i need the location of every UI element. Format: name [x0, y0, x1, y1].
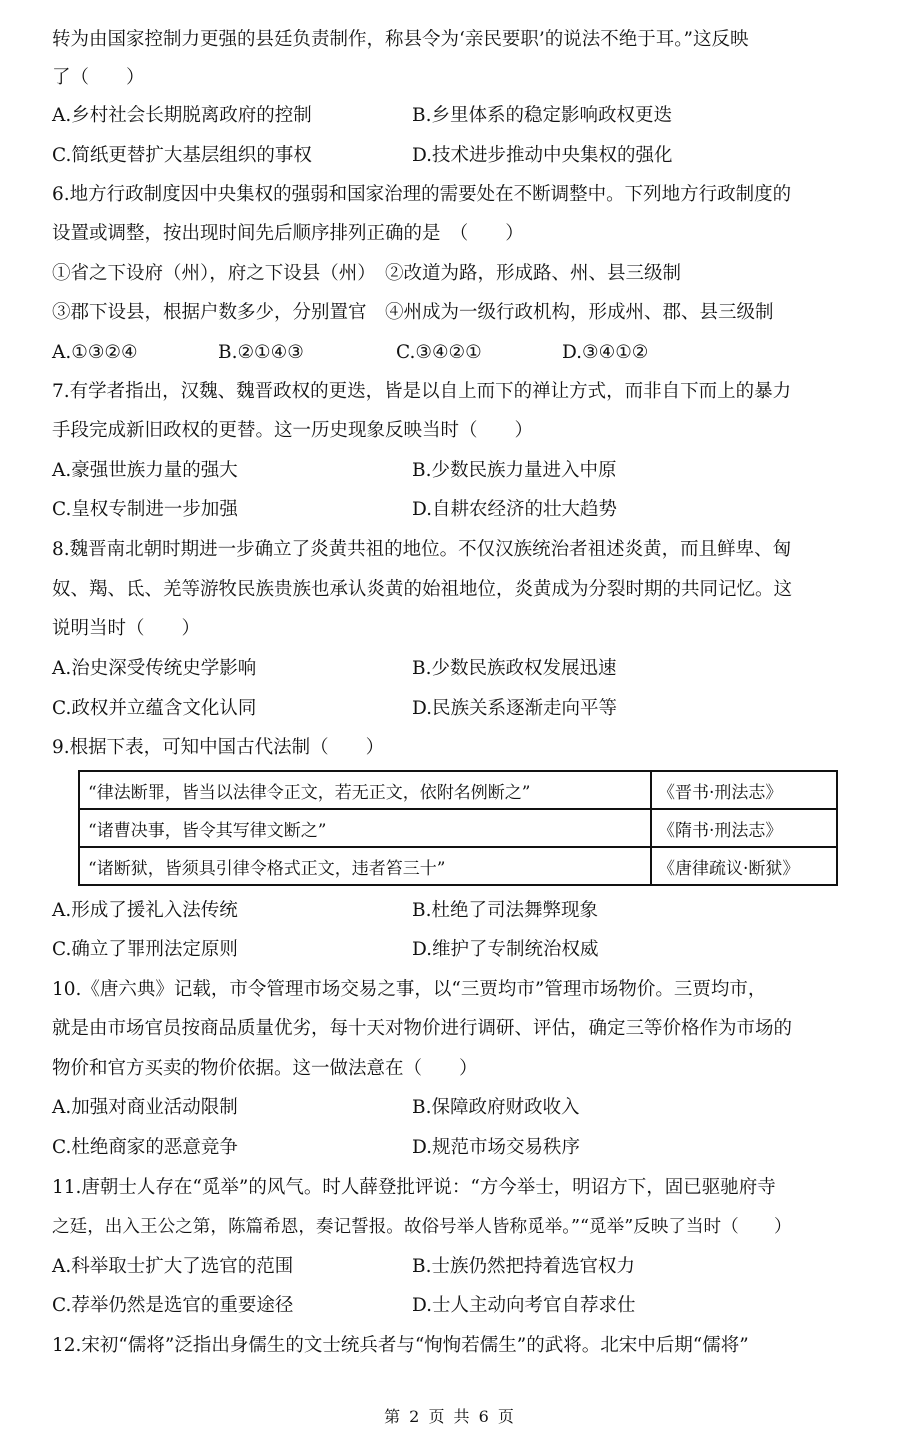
- q6-items-line-1: ①省之下设府（州），府之下设县（州） ②改道为路，形成路、州、县三级制: [52, 263, 682, 284]
- q9-option-d: D.维护了专制统治权威: [412, 939, 599, 960]
- q10-stem-line-1: 10.《唐六典》记载，市令管理市场交易之事，以“三贾均市”管理市场物价。三贾均市，: [52, 979, 767, 1000]
- q10-option-c: C.杜绝商家的恶意竞争: [52, 1137, 238, 1158]
- q8-stem-line-2: 奴、羯、氐、羌等游牧民族贵族也承认炎黄的始祖地位，炎黄成为分裂时期的共同记忆。这: [52, 579, 793, 600]
- q6-option-d: D.③④①②: [562, 342, 649, 363]
- page-footer: 第 2 页 共 6 页: [384, 1407, 516, 1426]
- q11-option-d: D.士人主动向考官自荐求仕: [412, 1295, 636, 1316]
- q8-stem-line-3: 说明当时（ ）: [52, 618, 201, 639]
- q8-option-d: D.民族关系逐渐走向平等: [412, 698, 618, 719]
- q9-option-b: B.杜绝了司法舞弊现象: [412, 900, 598, 921]
- q10-option-b: B.保障政府财政收入: [412, 1097, 580, 1118]
- q11-option-a: A.科举取士扩大了选官的范围: [52, 1256, 294, 1277]
- q8-option-c: C.政权并立蕴含文化认同: [52, 698, 257, 719]
- table-source-cell: 《唐律疏议·断狱》: [651, 847, 837, 885]
- q7-option-b: B.少数民族力量进入中原: [412, 460, 617, 481]
- table-quote-cell: “诸曹决事，皆令其写律文断之”: [79, 809, 651, 847]
- q6-stem-line-1: 6.地方行政制度因中央集权的强弱和国家治理的需要处在不断调整中。下列地方行政制度的: [52, 184, 792, 205]
- intro-line-2: 了（ ）: [52, 67, 145, 88]
- q10-option-d: D.规范市场交易秩序: [412, 1137, 581, 1158]
- intro-line-1: 转为由国家控制力更强的县廷负责制作，称县令为‘亲民要职’的说法不绝于耳。”这反映: [52, 29, 749, 50]
- q7-option-d: D.自耕农经济的壮大趋势: [412, 499, 618, 520]
- q9-option-a: A.形成了援礼入法传统: [52, 900, 238, 921]
- q10-option-a: A.加强对商业活动限制: [52, 1097, 238, 1118]
- q6-option-b: B.②①④③: [218, 342, 304, 363]
- q11-option-b: B.士族仍然把持着选官权力: [412, 1256, 635, 1277]
- q7-stem-line-1: 7.有学者指出，汉魏、魏晋政权的更迭，皆是以自上而下的禅让方式，而非自下而上的暴力: [52, 381, 792, 402]
- table-source-cell: 《晋书·刑法志》: [651, 771, 837, 809]
- q11-option-c: C.荐举仍然是选官的重要途径: [52, 1295, 294, 1316]
- q11-stem-line-1: 11.唐朝士人存在“觅举”的风气。时人薛登批评说：“方今举士，明诏方下，固已驱驰府寺: [52, 1177, 776, 1198]
- table-row: [79, 847, 837, 885]
- q8-option-a: A.治史深受传统史学影响: [52, 658, 257, 679]
- table-row: [79, 809, 837, 847]
- q8-stem-line-1: 8.魏晋南北朝时期进一步确立了炎黄共祖的地位。不仅汉族统治者祖述炎黄，而且鲜卑、匈: [52, 539, 792, 560]
- q7-option-c: C.皇权专制进一步加强: [52, 499, 238, 520]
- table-row: [79, 771, 837, 809]
- q7-stem-line-2: 手段完成新旧政权的更替。这一历史现象反映当时（ ）: [52, 420, 534, 441]
- table-source-cell: 《隋书·刑法志》: [651, 809, 837, 847]
- q6-option-a: A.①③②④: [52, 342, 138, 363]
- table-quote-cell: “律法断罪，皆当以法律令正文，若无正文，依附名例断之”: [79, 771, 651, 809]
- q5-option-b: B.乡里体系的稳定影响政权更迭: [412, 105, 672, 126]
- q5-option-d: D.技术进步推动中央集权的强化: [412, 145, 673, 166]
- q10-stem-line-3: 物价和官方买卖的物价依据。这一做法意在（ ）: [52, 1058, 478, 1079]
- q6-stem-line-2: 设置或调整，按出现时间先后顺序排列正确的是 （ ）: [52, 223, 524, 244]
- law-quote-table: [78, 770, 838, 886]
- q9-stem: 9.根据下表，可知中国古代法制（ ）: [52, 737, 385, 758]
- q10-stem-line-2: 就是由市场官员按商品质量优劣，每十天对物价进行调研、评估，确定三等价格作为市场的: [52, 1018, 793, 1039]
- q8-option-b: B.少数民族政权发展迅速: [412, 658, 617, 679]
- q6-option-c: C.③④②①: [396, 342, 482, 363]
- q6-items-line-2: ③郡下设县，根据户数多少，分别置官 ④州成为一级行政机构，形成州、郡、县三级制: [52, 302, 774, 323]
- q7-option-a: A.豪强世族力量的强大: [52, 460, 238, 481]
- q11-stem-line-2: 之廷，出入王公之第，陈篇希恩，奏记誓报。故俗号举人皆称觅举。”“觅举”反映了当时（ ）: [52, 1217, 792, 1237]
- q12-stem-line-1: 12.宋初“儒将”泛指出身儒生的文士统兵者与“恂恂若儒生”的武将。北宋中后期“儒将”: [52, 1335, 749, 1356]
- q5-option-c: C.简纸更替扩大基层组织的事权: [52, 145, 312, 166]
- q9-option-c: C.确立了罪刑法定原则: [52, 939, 238, 960]
- q5-option-a: A.乡村社会长期脱离政府的控制: [52, 105, 312, 126]
- table-quote-cell: “诸断狱，皆须具引律令格式正文，违者笞三十”: [79, 847, 651, 885]
